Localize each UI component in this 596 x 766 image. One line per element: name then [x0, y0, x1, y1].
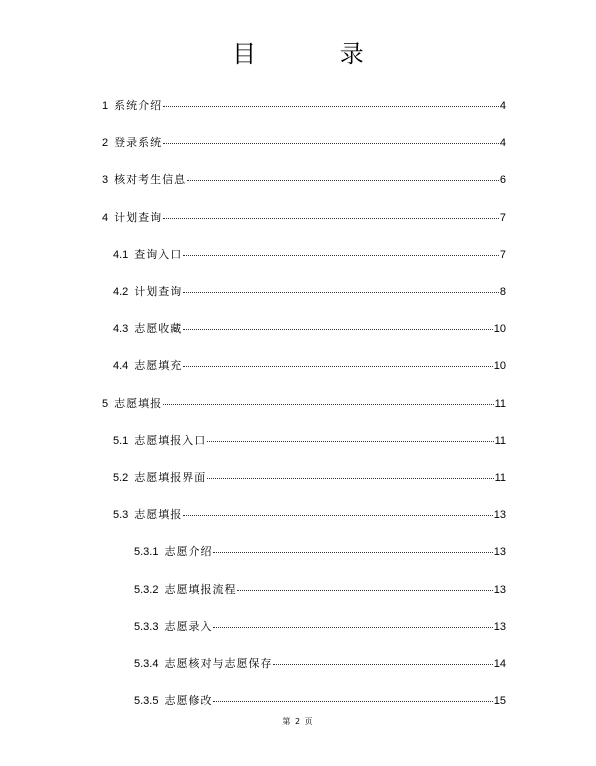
toc-dot-leader — [273, 654, 492, 665]
toc-entry-title: 志愿填报流程 — [164, 583, 237, 596]
toc-dot-leader — [163, 394, 493, 405]
toc-entry[interactable] — [134, 582, 506, 596]
toc-entry-page-number: 13 — [493, 546, 506, 558]
toc-entry[interactable] — [134, 544, 506, 558]
toc-entry-title: 志愿收藏 — [134, 322, 183, 335]
toc-entry-page-number: 11 — [494, 435, 506, 447]
toc-entry-number: 5.1 — [113, 435, 129, 447]
toc-entry-number: 4.2 — [113, 286, 129, 298]
toc-entry-page-number: 4 — [499, 100, 506, 112]
toc-entry[interactable] — [113, 507, 506, 521]
toc-entry-title: 查询入口 — [134, 248, 183, 261]
toc-dot-leader — [213, 691, 492, 702]
toc-entry-number: 5.3.5 — [134, 695, 159, 707]
toc-entry-title: 计划查询 — [114, 211, 163, 224]
toc-entry-page-number: 13 — [493, 621, 506, 633]
toc-entry-title: 核对考生信息 — [114, 173, 187, 186]
toc-entry-page-number: 11 — [494, 472, 506, 484]
toc-entry-number: 5.2 — [113, 472, 129, 484]
toc-dot-leader — [163, 208, 499, 219]
toc-entry[interactable] — [134, 619, 506, 633]
toc-entry-title: 志愿填充 — [134, 359, 183, 372]
toc-dot-leader — [183, 319, 492, 330]
toc-entry-number: 4.3 — [113, 323, 129, 335]
toc-dot-leader — [207, 431, 493, 442]
toc-entry-number: 5.3 — [113, 509, 129, 521]
toc-entry-title: 志愿录入 — [164, 620, 213, 633]
toc-dot-leader — [207, 468, 493, 479]
toc-entry-title: 志愿填报 — [114, 397, 163, 410]
toc-entry-title: 志愿填报界面 — [134, 471, 207, 484]
toc-entry-page-number: 10 — [493, 323, 506, 335]
toc-entry-number: 5.3.2 — [134, 584, 159, 596]
toc-entry[interactable] — [102, 396, 506, 410]
toc-dot-leader — [187, 170, 499, 181]
toc-entry-number: 2 — [102, 137, 109, 149]
toc-entry-number: 4.4 — [113, 360, 129, 372]
toc-entry[interactable] — [113, 247, 506, 261]
toc-entry-number: 1 — [102, 100, 109, 112]
toc-entry[interactable] — [113, 470, 506, 484]
toc-entry-number: 5 — [102, 398, 109, 410]
toc-entry-page-number: 13 — [493, 584, 506, 596]
toc-entry-page-number: 7 — [499, 212, 506, 224]
page-number-footer: 第 2 页 — [282, 717, 314, 726]
toc-entry[interactable] — [102, 98, 506, 112]
toc-entry-number: 5.3.1 — [134, 546, 159, 558]
toc-dot-leader — [183, 282, 499, 293]
toc-entry-title: 志愿填报入口 — [134, 434, 207, 447]
toc-dot-leader — [183, 505, 492, 516]
toc-entry-page-number: 13 — [493, 509, 506, 521]
toc-entry[interactable] — [134, 693, 506, 707]
toc-entry[interactable] — [113, 358, 506, 372]
toc-entry-number: 3 — [102, 174, 109, 186]
toc-entry[interactable] — [113, 321, 506, 335]
toc-entry-page-number: 8 — [499, 286, 506, 298]
toc-dot-leader — [163, 96, 499, 107]
toc-dot-leader — [213, 542, 492, 553]
toc-entry[interactable] — [102, 210, 506, 224]
toc-entry-title: 系统介绍 — [114, 99, 163, 112]
toc-entry-title: 计划查询 — [134, 285, 183, 298]
toc-entry-page-number: 7 — [499, 249, 506, 261]
toc-entry-page-number: 15 — [493, 695, 506, 707]
toc-dot-leader — [163, 133, 499, 144]
toc-entry-page-number: 6 — [499, 174, 506, 186]
toc-dot-leader — [237, 580, 492, 591]
toc-entry[interactable] — [113, 433, 506, 447]
toc-entry-number: 5.3.4 — [134, 658, 159, 670]
toc-entry-number: 4 — [102, 212, 109, 224]
toc-entry[interactable] — [102, 135, 506, 149]
toc-entry-title: 登录系统 — [114, 136, 163, 149]
toc-title: 目 录 — [232, 40, 402, 68]
toc-entry-page-number: 10 — [493, 360, 506, 372]
toc-dot-leader — [183, 356, 492, 367]
toc-entry-page-number: 4 — [499, 137, 506, 149]
toc-entry-page-number: 14 — [493, 658, 506, 670]
toc-entry-number: 5.3.3 — [134, 621, 159, 633]
toc-entry[interactable] — [134, 656, 506, 670]
toc-entry-title: 志愿介绍 — [164, 545, 213, 558]
toc-entry-title: 志愿核对与志愿保存 — [164, 657, 273, 670]
toc-entry-page-number: 11 — [494, 398, 506, 410]
toc-entry[interactable] — [113, 284, 506, 298]
toc-entry[interactable] — [102, 172, 506, 186]
toc-dot-leader — [183, 245, 499, 256]
toc-dot-leader — [213, 617, 492, 628]
toc-entry-number: 4.1 — [113, 249, 129, 261]
toc-entry-title: 志愿修改 — [164, 694, 213, 707]
toc-entry-title: 志愿填报 — [134, 508, 183, 521]
